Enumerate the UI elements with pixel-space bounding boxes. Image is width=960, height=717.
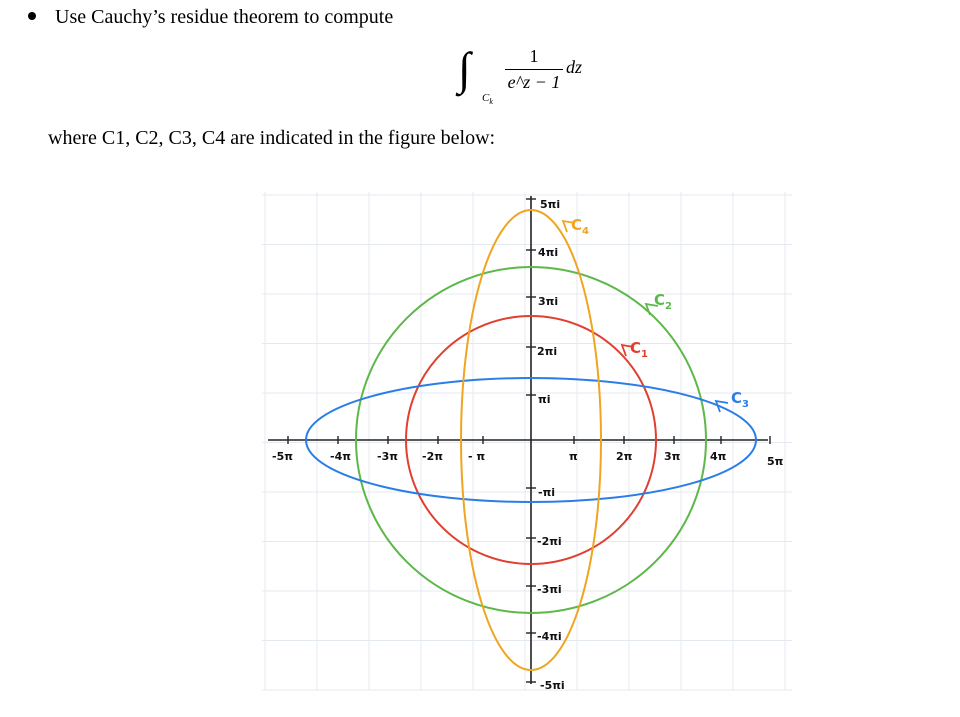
x-tick-label: 2π — [616, 450, 633, 463]
y-tick-label: 4πi — [538, 246, 559, 259]
denominator: e^z − 1 — [507, 72, 561, 92]
x-tick-label: -5π — [272, 450, 293, 463]
x-tick-label: π — [569, 450, 578, 463]
where-text: where C1, C2, C3, C4 are indicated in the figure below: — [48, 127, 496, 149]
c1-label: $C_1$ — [630, 339, 648, 360]
c2-label: $C_2$ — [654, 291, 672, 312]
x-tick-label: 4π — [710, 450, 727, 463]
y-tick-label: 5πi — [540, 198, 561, 211]
y-tick-label: -3πi — [537, 583, 562, 596]
y-tick-label: -5πi — [540, 679, 565, 692]
y-tick-label: 3πi — [538, 295, 559, 308]
contour-labels — [563, 216, 749, 412]
y-tick-label: πi — [538, 393, 551, 406]
c4-label: $C_4$ — [571, 216, 589, 237]
x-tick-label: -2π — [422, 450, 443, 463]
x-tick-label: 5π — [767, 455, 784, 468]
y-tick-label: 2πi — [537, 345, 558, 358]
axes — [268, 196, 770, 684]
y-tick-label: -2πi — [537, 535, 562, 548]
c3-label: $C_3$ — [731, 389, 749, 410]
x-tick-label: 3π — [664, 450, 681, 463]
x-tick-label: - π — [468, 450, 486, 463]
bullet-text: Use Cauchy’s residue theorem to compute — [55, 6, 394, 28]
integral-sign: ∫ — [458, 43, 471, 94]
x-tick-label: -4π — [330, 450, 351, 463]
numerator: 1 — [529, 46, 539, 66]
y-tick-label: -πi — [538, 486, 556, 499]
differential: dz — [566, 57, 583, 77]
integral-subscript: $C_k$ — [482, 92, 493, 107]
x-tick-label: -3π — [377, 450, 398, 463]
y-tick-label: -4πi — [537, 630, 562, 643]
